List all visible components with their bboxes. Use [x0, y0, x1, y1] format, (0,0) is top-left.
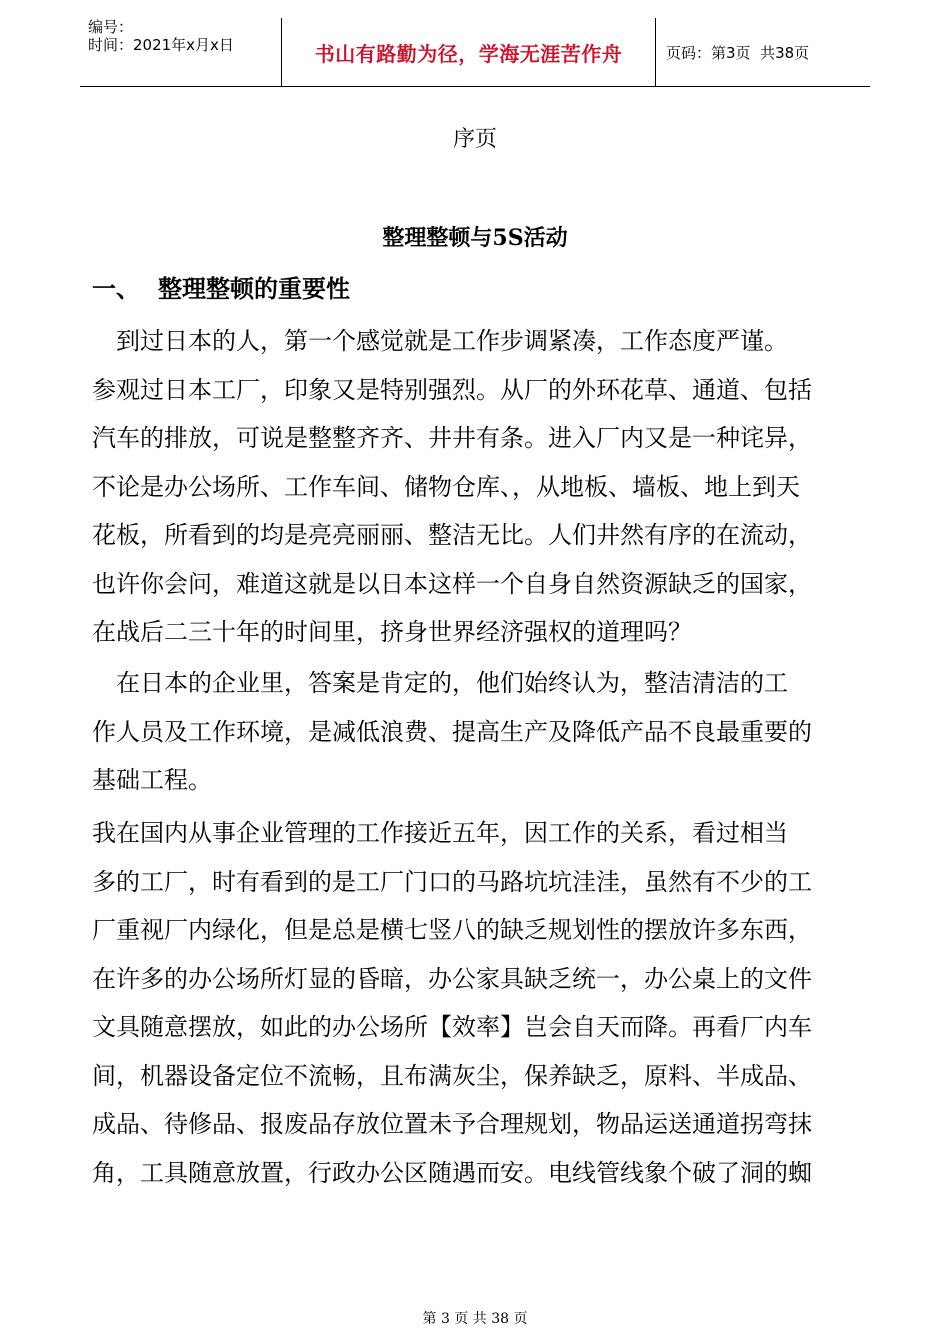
text-line: 角，工具随意放置，行政办公区随遇而安。电线管线象个破了洞的蜘 — [92, 1158, 812, 1187]
text-line: 不论是办公场所、工作车间、储物仓库、，从地板、墙板、地上到天 — [92, 472, 800, 501]
text-line: 在日本的企业里，答案是肯定的，他们始终认为，整洁清洁的工 — [92, 669, 788, 697]
page-info-text: 页码：第3页 共38页 — [666, 43, 810, 62]
text-line: 在许多的办公场所灯显的昏暗，办公家具缺乏统一，办公桌上的文件 — [92, 964, 812, 993]
paragraph-1 — [92, 317, 862, 657]
text-line: 成品、待修品、报废品存放位置未予合理规划，物品运送通道拐弯抹 — [92, 1110, 812, 1138]
text-line: 基础工程。 — [92, 766, 212, 794]
text-line: 间，机器设备定位不流畅，且布满灰尘，保养缺乏，原料、半成品、 — [92, 1061, 812, 1090]
text-line: 厂重视厂内绿化，但是总是横七竖八的缺乏规划性的摆放许多东西， — [92, 916, 812, 944]
paragraph-2 — [92, 659, 862, 805]
header-motto: 书山有路勤为径，学海无涯苦作舟 — [282, 18, 656, 86]
text-line: 作人员及工作环境，是减低浪费、提高生产及降低产品不良最重要的 — [92, 717, 812, 746]
page-footer — [0, 1308, 950, 1328]
section-heading — [92, 272, 350, 306]
text-line: 在战后二三十年的时间里，挤身世界经济强权的道理吗？ — [92, 618, 692, 646]
paragraph-3 — [92, 809, 862, 1197]
section-number: 一、 — [92, 274, 140, 303]
page-header — [80, 18, 870, 87]
text-line: 文具随意摆放，如此的办公场所【效率】岂会自天而降。再看厂内车 — [92, 1013, 812, 1041]
document-title: 整理整顿与5S活动 — [382, 225, 568, 251]
time-label: 时间：2021年x月x日 — [88, 36, 234, 54]
number-label: 编号： — [88, 18, 134, 36]
text-line: 我在国内从事企业管理的工作接近五年，因工作的关系，看过相当 — [92, 819, 788, 847]
text-line: 到过日本的人，第一个感觉就是工作步调紧凑，工作态度严谨。 — [92, 327, 788, 355]
text-line: 多的工厂，时有看到的是工厂门口的马路坑坑洼洼，虽然有不少的工 — [92, 867, 812, 896]
text-line: 参观过日本工厂，印象又是特别强烈。从厂的外环花草、通道、包括 — [92, 375, 812, 404]
header-meta — [80, 18, 282, 86]
preface-title: 序页 — [452, 127, 497, 152]
header-page-info — [656, 18, 870, 86]
text-line: 汽车的排放，可说是整整齐齐、井井有条。进入厂内又是一种诧异， — [92, 424, 812, 452]
section-title: 整理整顿的重要性 — [158, 274, 350, 303]
text-line: 花板，所看到的均是亮亮丽丽、整洁无比。人们井然有序的在流动， — [92, 521, 812, 549]
footer-page-number: 第 3 页 共 38 页 — [422, 1311, 528, 1327]
text-line: 也许你会问，难道这就是以日本这样一个自身自然资源缺乏的国家， — [92, 569, 812, 598]
